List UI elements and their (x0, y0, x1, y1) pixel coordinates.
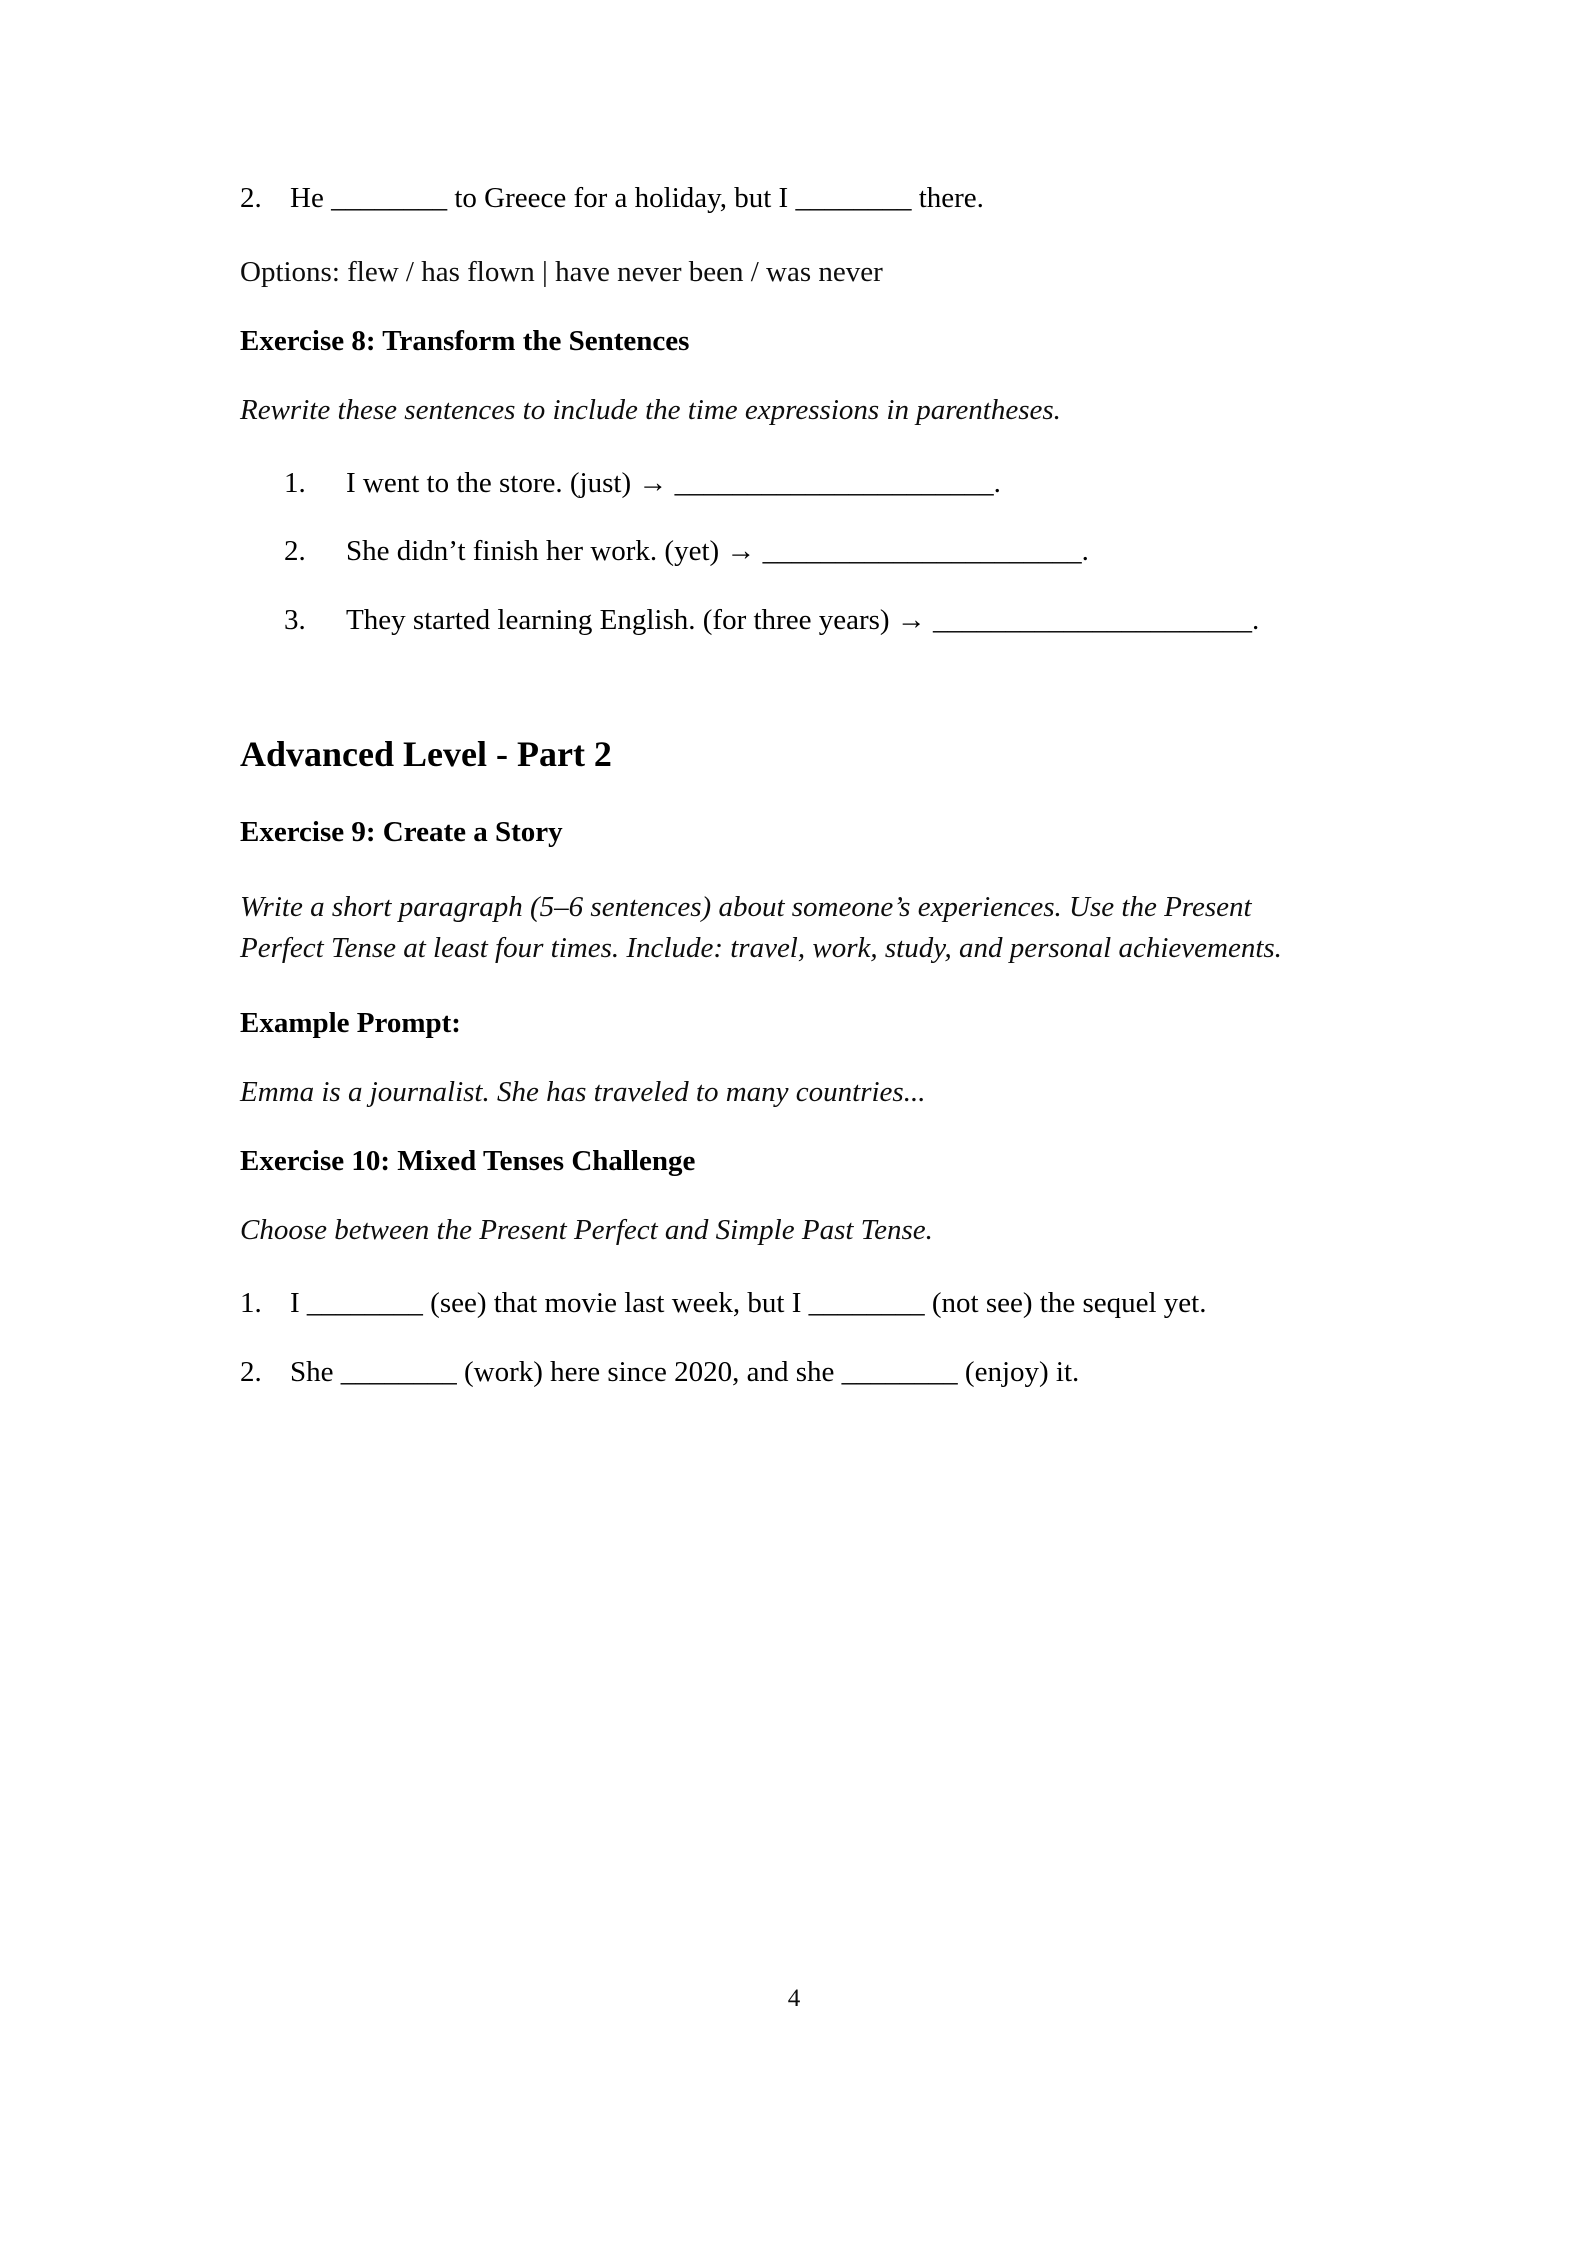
list-item (284, 533, 1315, 571)
list-item-number: 2. (284, 535, 306, 568)
list-item (284, 602, 1315, 640)
list-item-text: I went to the store. (just) → ______________________. (346, 466, 1001, 499)
exercise-10-heading: Exercise 10: Mixed Tenses Challenge (240, 1145, 696, 1178)
section-spacer (240, 680, 1315, 736)
options-line: Options: flew / has flown | have never been / was never (240, 255, 883, 288)
page-number: 4 (787, 1985, 801, 2012)
example-prompt-text: Emma is a journalist. She has traveled to many countries... (240, 1076, 926, 1109)
list-item-number: 2. (240, 182, 262, 214)
list-item-text: I ________ (see) that movie last week, but I ________ (not see) the sequel yet. (290, 1287, 1207, 1320)
list-item-text: She ________ (work) here since 2020, and she ________ (enjoy) it. (290, 1355, 1080, 1388)
exercise-8-heading: Exercise 8: Transform the Sentences (240, 324, 690, 357)
exercise-9-instruction: Write a short paragraph (5–6 sentences) about someone’s experiences. Use the Present Perfect Tense at least four times. Include: travel, work, study, and personal achievements. (240, 890, 1282, 964)
advanced-level-heading: Advanced Level - Part 2 (240, 733, 612, 774)
list-item (240, 1285, 1315, 1323)
page-content (240, 180, 1315, 1431)
list-item-number: 1. (284, 466, 306, 499)
list-item (284, 465, 1315, 503)
list-item-text: He ________ to Greece for a holiday, but I ________ there. (290, 182, 984, 214)
list-item (240, 180, 1315, 218)
list-item-number: 3. (284, 604, 306, 637)
exercise-9-heading: Exercise 9: Create a Story (240, 815, 563, 848)
exercise-8-item-list (284, 465, 1315, 640)
exercise-10-item-list (240, 1285, 1315, 1391)
list-item-text: She didn’t finish her work. (yet) → ______________________. (346, 535, 1089, 568)
list-item-number: 2. (240, 1355, 262, 1388)
exercise-10-instruction: Choose between the Present Perfect and Simple Past Tense. (240, 1214, 933, 1247)
continued-question-list (240, 180, 1315, 218)
example-prompt-heading: Example Prompt: (240, 1007, 461, 1040)
exercise-8-instruction: Rewrite these sentences to include the time expressions in parentheses. (240, 393, 1061, 426)
list-item-text: They started learning English. (for three years) → ______________________. (346, 604, 1260, 637)
list-item (240, 1354, 1315, 1392)
list-item-number: 1. (240, 1287, 262, 1320)
